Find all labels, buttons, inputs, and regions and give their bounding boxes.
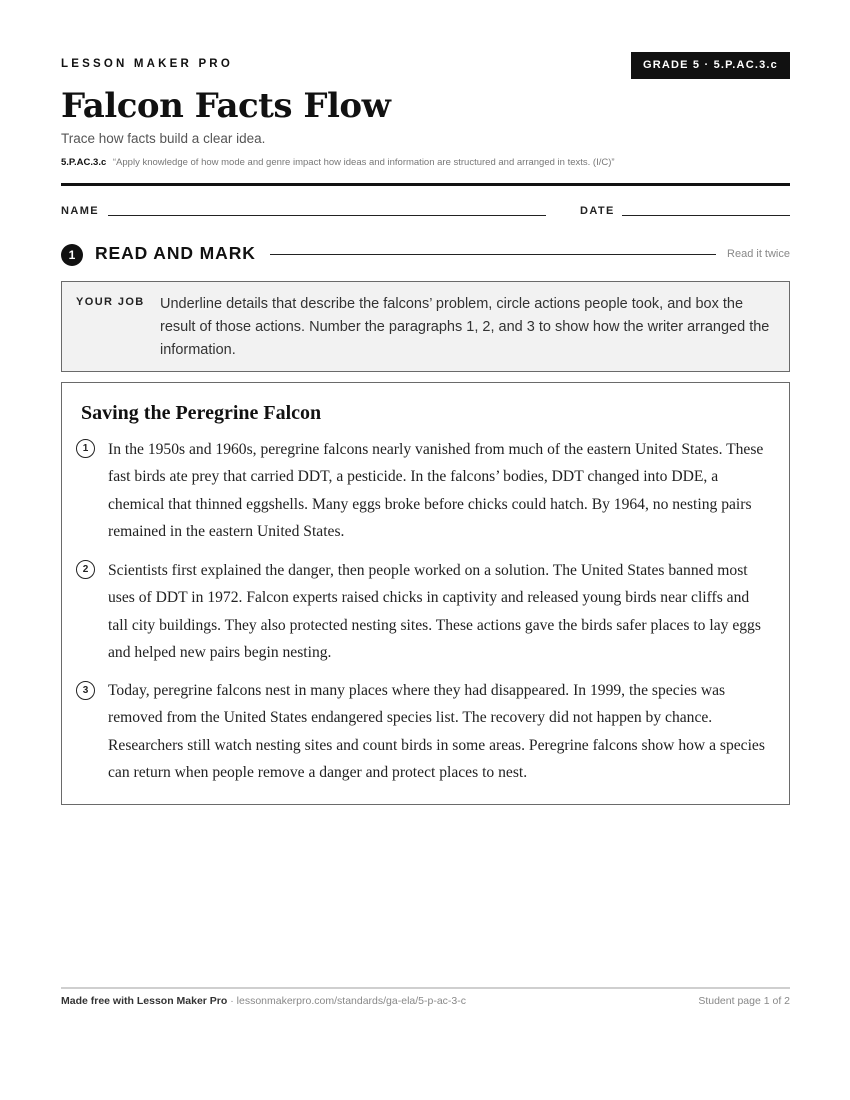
- worksheet-page: [61, 0, 790, 1100]
- section-divider: [270, 254, 716, 255]
- standard-text: “Apply knowledge of how mode and genre impact how ideas and information are structured and arranged in texts. (I/C)”: [112, 157, 615, 168]
- instructions-box: [61, 281, 790, 372]
- reading-passage: [61, 382, 790, 805]
- page-subtitle: Trace how facts build a clear idea.: [61, 131, 266, 146]
- footer-url[interactable]: lessonmakerpro.com/standards/ga-ela/5-p-ac-3-c: [236, 995, 467, 1007]
- header-divider: [61, 183, 790, 186]
- footer-divider: [61, 987, 790, 989]
- name-field[interactable]: [108, 215, 546, 216]
- name-label: NAME: [61, 205, 99, 217]
- date-label: DATE: [580, 205, 615, 217]
- section-header: [61, 242, 790, 268]
- passage-title: Saving the Peregrine Falcon: [81, 402, 322, 424]
- paragraph-2: Scientists first explained the danger, then people worked on a solution. The United States banned most uses of DDT in 1972. Falcon experts raised chicks in captivity and released young birds near cliffs and tall city buildings. They also protected nesting sites. These actions gave the birds safer places to lay eggs and helped new pairs begin nesting.: [108, 562, 761, 662]
- date-field[interactable]: [622, 215, 790, 216]
- grade-standard-badge: GRADE 5 · 5.P.AC.3.c: [631, 52, 790, 79]
- standard-description: [61, 157, 615, 168]
- footer-page-number: Student page 1 of 2: [698, 995, 790, 1007]
- paragraph-1: In the 1950s and 1960s, peregrine falcons nearly vanished from much of the eastern United States. These fast birds ate prey that carried DDT, a pesticide. In the falcons’ bodies, DDT changed into DDE, a chemical that thinned eggshells. Many eggs broke before chicks could hatch. By 1964, no nesting pairs remained in the eastern United States.: [108, 441, 764, 541]
- paragraph-number-1: 1: [76, 439, 95, 458]
- instructions-label: YOUR JOB: [76, 296, 145, 308]
- step-number-badge: 1: [61, 244, 83, 266]
- footer-credit: [61, 995, 466, 1007]
- paragraph-number-3: 3: [76, 681, 95, 700]
- standard-code: 5.P.AC.3.c: [61, 157, 107, 168]
- instructions-text: Underline details that describe the falcons’ problem, circle actions people took, and box the result of those actions. Number the paragraphs 1, 2, and 3 to show how the writer arranged the information.: [160, 296, 770, 358]
- paragraph-3: Today, peregrine falcons nest in many places where they had disappeared. In 1999, the species was removed from the United States endangered species list. The recovery did not happen by chance. Researchers still watch nesting sites and count birds in some areas. Peregrine falcons show how a species can return when people remove a danger and protect places to nest.: [108, 682, 765, 782]
- footer-made-with: Made free with Lesson Maker Pro: [61, 995, 228, 1007]
- top-bar: [61, 52, 790, 80]
- page-title: Falcon Facts Flow: [61, 86, 391, 126]
- paragraph-number-2: 2: [76, 560, 95, 579]
- footer-separator: ·: [227, 995, 237, 1007]
- section-title: READ AND MARK: [95, 243, 256, 263]
- section-note: Read it twice: [727, 248, 790, 260]
- brand-name: LESSON MAKER PRO: [61, 58, 233, 70]
